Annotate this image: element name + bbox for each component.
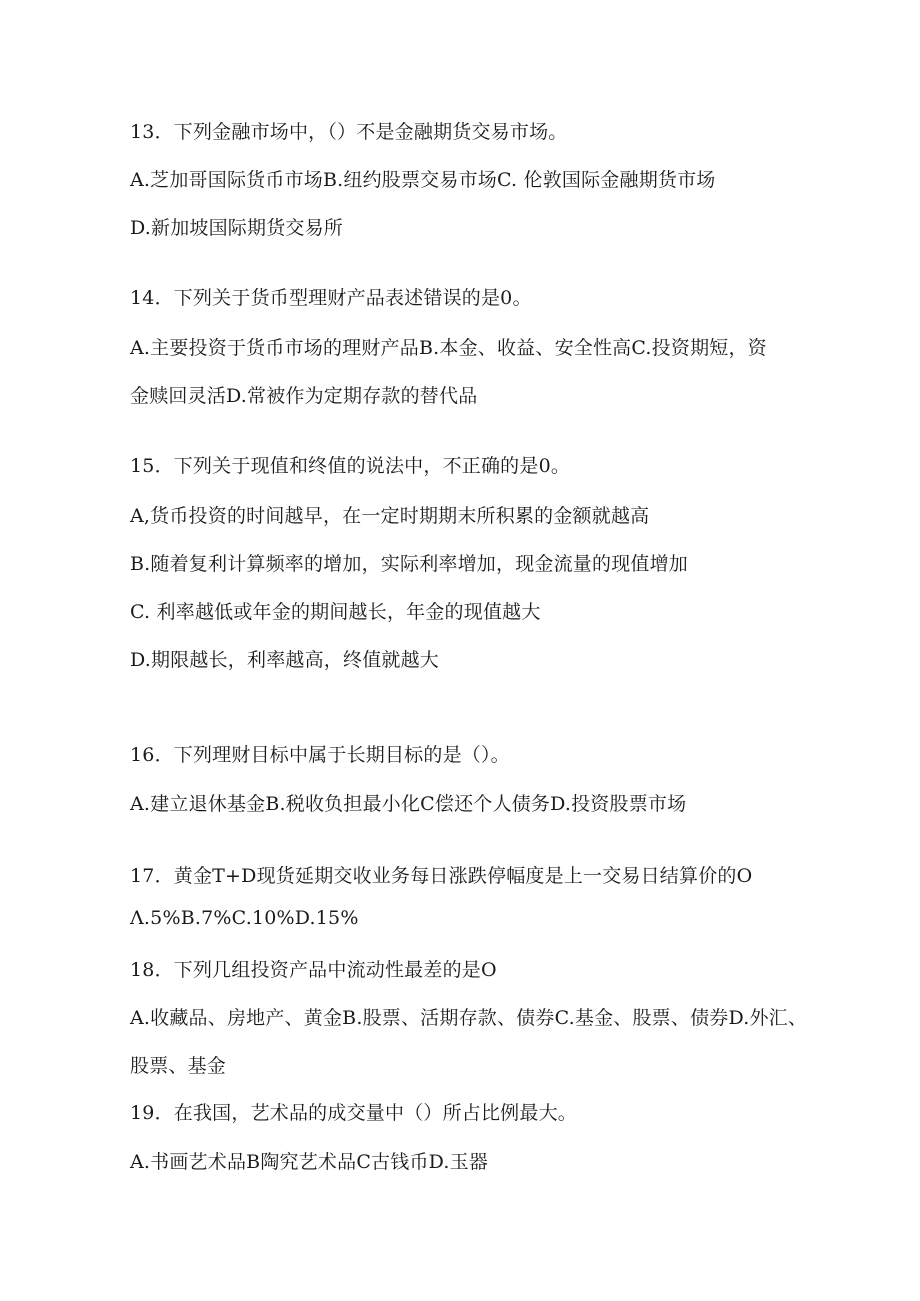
question-15-option-b: B.随着复利计算频率的增加，实际利率增加，现金流量的现值增加 bbox=[130, 553, 689, 575]
question-16-stem: 16．下列理财目标中属于长期目标的是（）。 bbox=[130, 744, 510, 766]
question-17-stem: 17．黄金T+D现货延期交收业务每日涨跌停幅度是上一交易日结算价的O bbox=[130, 865, 753, 887]
question-19-options: A.书画艺术品B陶究艺术品C古钱币D.玉器 bbox=[130, 1151, 489, 1173]
question-14-options-line-1: A.主要投资于货币市场的理财产品B.本金、收益、安全性高C.投资期短，资 bbox=[130, 337, 767, 359]
question-17-options: Λ.5%B.7%C.10%D.15% bbox=[130, 907, 359, 929]
question-18-options-line-1: A.收藏品、房地产、黄金B.股票、活期存款、债券C.基金、股票、债券D.外汇、 bbox=[130, 1007, 808, 1029]
question-15-option-d: D.期限越长，利率越高，终值就越大 bbox=[130, 649, 439, 671]
question-18-options-line-2: 股票、基金 bbox=[130, 1055, 227, 1077]
question-13-options-line-1: A.芝加哥国际货币市场B.纽约股票交易市场C. 伦敦国际金融期货市场 bbox=[130, 169, 716, 191]
question-15-option-a: A,货币投资的时间越早，在一定时期期末所积累的金额就越高 bbox=[130, 505, 650, 527]
question-14-options-line-2: 金赎回灵活D.常被作为定期存款的替代品 bbox=[130, 385, 478, 407]
question-15-stem: 15．下列关于现值和终值的说法中，不正确的是0。 bbox=[130, 455, 571, 477]
question-19-stem: 19．在我国，艺术品的成交量中（）所占比例最大。 bbox=[130, 1102, 577, 1124]
question-13-stem: 13．下列金融市场中，（）不是金融期货交易市场。 bbox=[130, 121, 568, 143]
question-14-stem: 14．下列关于货币型理财产品表述错误的是0。 bbox=[130, 287, 532, 309]
question-16-options: A.建立退休基金B.税收负担最小化C偿还个人债务D.投资股票市场 bbox=[130, 793, 687, 815]
question-18-stem: 18．下列几组投资产品中流动性最差的是O bbox=[130, 959, 497, 981]
question-13-options-line-2: D.新加坡国际期货交易所 bbox=[130, 217, 343, 239]
question-15-option-c: C. 利率越低或年金的期间越长，年金的现值越大 bbox=[130, 601, 541, 623]
